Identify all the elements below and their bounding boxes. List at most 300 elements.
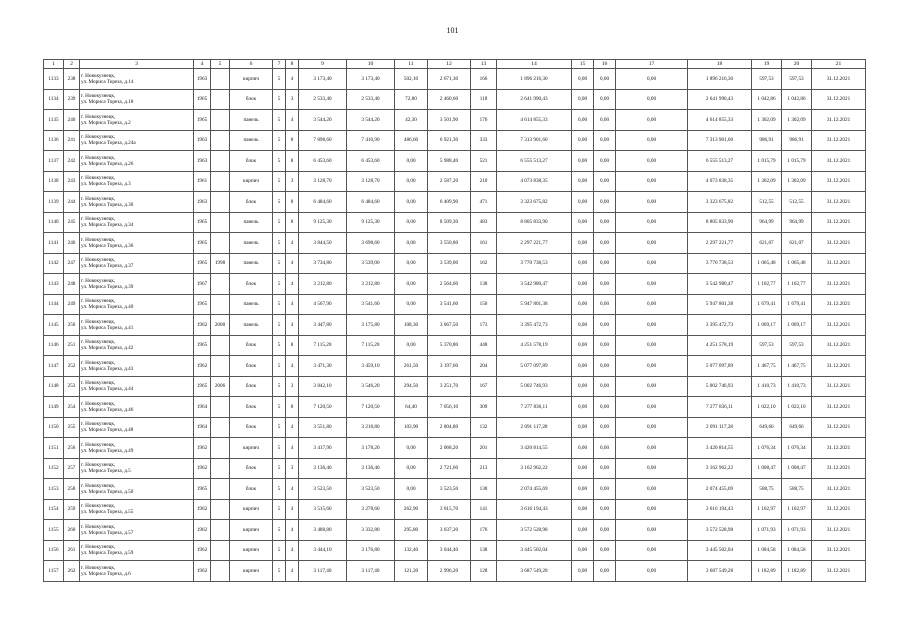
table-cell: 8: [286, 335, 299, 356]
table-cell: 0,00: [616, 499, 688, 520]
table-cell: [211, 212, 230, 233]
table-cell: [211, 294, 230, 315]
table-cell: 3 037,20: [428, 520, 471, 541]
table-cell: кирпич: [230, 561, 273, 582]
table-cell: 4 073 838,35: [497, 171, 572, 192]
table-cell: 3 523,50: [299, 479, 347, 500]
table-cell: 1137: [44, 151, 64, 172]
table-cell: 3 178,20: [347, 438, 395, 459]
table-cell: 5: [273, 356, 286, 377]
table-cell: 31.12.2021: [812, 356, 866, 377]
table-cell: 649,66: [782, 417, 812, 438]
table-cell: 8: [286, 212, 299, 233]
table-cell: 5 947 801,38: [497, 294, 572, 315]
address-cell: г. Новокузнецк, ул. Мориса Тореза, д.6: [80, 561, 194, 582]
table-cell: 3 550,80: [428, 233, 471, 254]
table-cell: 1147: [44, 356, 64, 377]
table-cell: 3 162 962,22: [497, 458, 572, 479]
table-cell: 8: [286, 130, 299, 151]
table-cell: 0,00: [594, 335, 616, 356]
table-cell: 1157: [44, 561, 64, 582]
table-cell: 3 128,70: [347, 171, 395, 192]
table-cell: 0,00: [572, 458, 594, 479]
table-cell: 3 323 675,82: [688, 192, 752, 213]
table-cell: 3 044,40: [428, 540, 471, 561]
table-row: [44, 274, 866, 295]
table-cell: 8 805 833,90: [497, 212, 572, 233]
table-cell: 471: [471, 192, 497, 213]
table-row: [44, 233, 866, 254]
table-cell: 247: [64, 253, 80, 274]
table-cell: 0,00: [572, 294, 594, 315]
table-cell: 1156: [44, 540, 64, 561]
table-cell: 1 679,41: [782, 294, 812, 315]
table-cell: 3 117,40: [347, 561, 395, 582]
table-cell: 1 679,41: [752, 294, 782, 315]
column-number: 8: [286, 60, 299, 69]
table-cell: 3 501,90: [428, 110, 471, 131]
table-cell: 8 805 833,90: [688, 212, 752, 233]
table-cell: 3 173,40: [347, 69, 395, 90]
column-number: 4: [194, 60, 211, 69]
table-cell: 1965: [194, 479, 211, 500]
table-cell: блок: [230, 458, 273, 479]
table-cell: 3 539,00: [428, 253, 471, 274]
table-cell: 1148: [44, 376, 64, 397]
table-cell: 0,00: [616, 294, 688, 315]
table-cell: 0,00: [572, 192, 594, 213]
table-cell: 1965: [194, 110, 211, 131]
table-cell: 1138: [44, 171, 64, 192]
table-cell: 5: [273, 151, 286, 172]
table-cell: 3 542 980,47: [497, 274, 572, 295]
table-cell: 5: [273, 417, 286, 438]
table-cell: 0,00: [395, 479, 428, 500]
table-cell: блок: [230, 151, 273, 172]
table-row: [44, 397, 866, 418]
table-cell: 0,00: [572, 561, 594, 582]
table-cell: 1 410,73: [752, 376, 782, 397]
column-number: 10: [347, 60, 395, 69]
table-cell: 240: [64, 110, 80, 131]
table-cell: 2 671,30: [428, 69, 471, 90]
table-cell: 31.12.2021: [812, 192, 866, 213]
table-cell: 6 921,30: [428, 130, 471, 151]
table-cell: 8: [286, 151, 299, 172]
table-cell: 3 251,70: [428, 376, 471, 397]
table-cell: 0,00: [594, 397, 616, 418]
table-cell: 0,00: [616, 315, 688, 336]
table-cell: 2 721,60: [428, 458, 471, 479]
table-cell: 4: [286, 499, 299, 520]
table-cell: 5 988,40: [428, 151, 471, 172]
column-number: 21: [812, 60, 866, 69]
table-cell: 3 447,80: [299, 315, 347, 336]
table-cell: 3 544,20: [299, 110, 347, 131]
table-cell: 4 614 855,33: [497, 110, 572, 131]
table-cell: 1146: [44, 335, 64, 356]
table-cell: 7 120,50: [347, 397, 395, 418]
table-cell: 3 770 738,53: [688, 253, 752, 274]
table-cell: 1962: [194, 458, 211, 479]
table-cell: 3 546,20: [347, 376, 395, 397]
table-cell: 1967: [194, 274, 211, 295]
table-cell: 132,40: [395, 540, 428, 561]
table-cell: 0,00: [395, 171, 428, 192]
table-cell: 6 555 513,27: [688, 151, 752, 172]
table-cell: 0,00: [594, 130, 616, 151]
address-cell: г. Новокузнецк, ул. Мориса Тореза, д.42: [80, 335, 194, 356]
table-cell: 3 218,80: [347, 417, 395, 438]
table-cell: 259: [64, 499, 80, 520]
table-cell: 0,00: [395, 274, 428, 295]
table-cell: 0,00: [594, 110, 616, 131]
table-cell: 31.12.2021: [812, 274, 866, 295]
table-cell: 246: [64, 233, 80, 254]
table-cell: [211, 335, 230, 356]
table-cell: 7 115,20: [347, 335, 395, 356]
table-cell: 0,00: [594, 561, 616, 582]
table-cell: панель: [230, 212, 273, 233]
address-cell: г. Новокузнецк, ул. Мориса Тореза, д.44: [80, 376, 194, 397]
address-cell: г. Новокузнецк, ул. Мориса Тореза, д.24а: [80, 130, 194, 151]
table-cell: 31.12.2021: [812, 561, 866, 582]
table-cell: 1 084,58: [782, 540, 812, 561]
table-cell: 1963: [194, 192, 211, 213]
table-cell: 5: [273, 315, 286, 336]
table-cell: 1965: [194, 253, 211, 274]
table-cell: 3 067,50: [428, 315, 471, 336]
table-cell: 0,00: [616, 89, 688, 110]
table-cell: 3 136,40: [299, 458, 347, 479]
table-cell: 3 417,90: [299, 438, 347, 459]
table-cell: 8: [286, 397, 299, 418]
table-cell: 31.12.2021: [812, 89, 866, 110]
table-cell: 0,00: [616, 151, 688, 172]
table-row: [44, 417, 866, 438]
table-cell: 309: [471, 397, 497, 418]
table-cell: 3 117,40: [299, 561, 347, 582]
table-cell: 0,00: [594, 520, 616, 541]
table-cell: [211, 69, 230, 90]
table-cell: 8: [286, 192, 299, 213]
table-cell: 0,00: [594, 171, 616, 192]
table-cell: 0,00: [616, 233, 688, 254]
table-cell: 2 533,40: [347, 89, 395, 110]
table-row: [44, 520, 866, 541]
table-cell: 5: [273, 212, 286, 233]
table-cell: 1153: [44, 479, 64, 500]
table-cell: 0,00: [572, 376, 594, 397]
table-cell: 3 523,50: [428, 479, 471, 500]
table-row: [44, 376, 866, 397]
table-cell: 3 278,60: [347, 499, 395, 520]
column-number: 16: [594, 60, 616, 69]
table-cell: 5: [273, 335, 286, 356]
table-cell: 486,60: [395, 130, 428, 151]
table-cell: 1 071,93: [782, 520, 812, 541]
table-cell: [211, 417, 230, 438]
table-cell: 5: [273, 192, 286, 213]
table-cell: 2006: [211, 376, 230, 397]
table-cell: 0,00: [594, 458, 616, 479]
table-cell: 0,00: [616, 520, 688, 541]
table-cell: 0,00: [395, 335, 428, 356]
table-cell: 3 616 194,43: [688, 499, 752, 520]
table-cell: 1962: [194, 356, 211, 377]
table-cell: 5: [273, 171, 286, 192]
table-cell: 1961: [194, 171, 211, 192]
table-cell: 7 313 901,60: [688, 130, 752, 151]
table-cell: 4 567,90: [299, 294, 347, 315]
table-cell: 31.12.2021: [812, 458, 866, 479]
table-cell: 2 587,20: [428, 171, 471, 192]
table-row: [44, 479, 866, 500]
column-number: 15: [572, 60, 594, 69]
table-cell: блок: [230, 335, 273, 356]
table-row: [44, 499, 866, 520]
table-cell: 333: [471, 130, 497, 151]
table-cell: 1962: [194, 438, 211, 459]
table-cell: 0,00: [616, 417, 688, 438]
table-cell: 3 544,20: [347, 110, 395, 131]
table-cell: 4 614 855,33: [688, 110, 752, 131]
table-cell: 3 175,80: [347, 315, 395, 336]
table-cell: 31.12.2021: [812, 69, 866, 90]
table-cell: 1964: [194, 417, 211, 438]
table-cell: 0,00: [572, 171, 594, 192]
table-cell: 1962: [194, 520, 211, 541]
table-cell: 31.12.2021: [812, 438, 866, 459]
table-cell: 5 077 097,89: [688, 356, 752, 377]
table-cell: 1 076,34: [752, 438, 782, 459]
table-cell: панель: [230, 110, 273, 131]
table-cell: 512,55: [752, 192, 782, 213]
table-row: [44, 540, 866, 561]
table-cell: 3 212,80: [299, 274, 347, 295]
table-cell: 0,00: [594, 376, 616, 397]
table-cell: 649,66: [752, 417, 782, 438]
table-cell: 964,99: [752, 212, 782, 233]
address-cell: г. Новокузнецк, ул. Мориса Тореза, д.49: [80, 438, 194, 459]
table-cell: 1 069,17: [752, 315, 782, 336]
table-cell: кирпич: [230, 69, 273, 90]
table-cell: 1 102,77: [752, 274, 782, 295]
table-cell: 242: [64, 151, 80, 172]
table-cell: 176: [471, 110, 497, 131]
table-cell: 1 069,17: [782, 315, 812, 336]
table-cell: 5: [273, 458, 286, 479]
address-cell: г. Новокузнецк, ул. Мориса Тореза, д.55: [80, 499, 194, 520]
table-cell: блок: [230, 356, 273, 377]
table-cell: 245: [64, 212, 80, 233]
table-cell: 1140: [44, 212, 64, 233]
table-cell: 210: [471, 171, 497, 192]
column-number: 5: [211, 60, 230, 69]
table-cell: 0,00: [594, 233, 616, 254]
table-cell: 257: [64, 458, 80, 479]
table-cell: 261: [64, 540, 80, 561]
table-cell: 5 947 801,38: [688, 294, 752, 315]
table-cell: 2 533,40: [299, 89, 347, 110]
table-cell: 3 471,30: [299, 356, 347, 377]
column-number: 20: [782, 60, 812, 69]
table-cell: блок: [230, 397, 273, 418]
table-cell: 5: [273, 561, 286, 582]
table-cell: 4: [286, 294, 299, 315]
table-cell: 0,00: [616, 561, 688, 582]
table-cell: 1962: [194, 315, 211, 336]
table-cell: 597,53: [752, 69, 782, 90]
table-cell: 2 460,60: [428, 89, 471, 110]
table-cell: 1 182,89: [752, 561, 782, 582]
table-cell: 4: [286, 274, 299, 295]
table-cell: 4: [286, 356, 299, 377]
table-cell: 2 641 990,43: [688, 89, 752, 110]
table-cell: 0,00: [594, 151, 616, 172]
housing-register-table: [43, 59, 866, 582]
table-cell: 1151: [44, 438, 64, 459]
table-row: [44, 315, 866, 336]
table-cell: 5 370,80: [428, 335, 471, 356]
table-cell: 31.12.2021: [812, 479, 866, 500]
table-cell: 0,00: [616, 69, 688, 90]
table-cell: 7 277 836,11: [688, 397, 752, 418]
table-cell: 3 323 675,82: [497, 192, 572, 213]
table-cell: 1 302,09: [782, 171, 812, 192]
table-cell: 31.12.2021: [812, 520, 866, 541]
table-cell: 0,00: [616, 192, 688, 213]
table-cell: 2000: [211, 315, 230, 336]
table-cell: 31.12.2021: [812, 110, 866, 131]
table-cell: 1965: [194, 89, 211, 110]
table-cell: 4: [286, 479, 299, 500]
table-cell: 3: [286, 171, 299, 192]
table-cell: 3 734,80: [299, 253, 347, 274]
table-cell: 0,00: [594, 479, 616, 500]
table-cell: 239: [64, 89, 80, 110]
table-cell: 0,00: [395, 151, 428, 172]
table-cell: 986,91: [782, 130, 812, 151]
table-cell: 1962: [194, 499, 211, 520]
table-cell: 4: [286, 253, 299, 274]
table-cell: 1998: [211, 253, 230, 274]
table-cell: 0,00: [572, 130, 594, 151]
table-cell: [211, 397, 230, 418]
table-row: [44, 212, 866, 233]
table-cell: 1965: [194, 294, 211, 315]
table-cell: 1 015,79: [782, 151, 812, 172]
table-cell: 1133: [44, 69, 64, 90]
table-cell: 1 042,86: [782, 89, 812, 110]
table-cell: 0,00: [395, 458, 428, 479]
table-cell: 621,07: [752, 233, 782, 254]
table-cell: 0,00: [572, 438, 594, 459]
table-cell: 31.12.2021: [812, 151, 866, 172]
table-cell: панель: [230, 315, 273, 336]
table-cell: 2 297 221,77: [497, 233, 572, 254]
table-cell: 3 420 814,55: [688, 438, 752, 459]
table-row: [44, 110, 866, 131]
table-cell: 5: [273, 438, 286, 459]
table-cell: 521: [471, 151, 497, 172]
address-cell: г. Новокузнецк, ул. Мориса Тореза, д.2: [80, 110, 194, 131]
table-cell: блок: [230, 89, 273, 110]
table-cell: 3 515,60: [299, 499, 347, 520]
table-cell: 121,20: [395, 561, 428, 582]
table-cell: 4 251 578,19: [497, 335, 572, 356]
table-row: [44, 356, 866, 377]
table-cell: 0,00: [572, 233, 594, 254]
table-cell: 1 022,10: [752, 397, 782, 418]
table-cell: 3 395 472,73: [688, 315, 752, 336]
table-cell: 0,00: [395, 438, 428, 459]
table-cell: 5 002 746,93: [688, 376, 752, 397]
table-cell: 0,00: [395, 233, 428, 254]
table-cell: 1 084,58: [752, 540, 782, 561]
table-cell: 2 091 117,28: [497, 417, 572, 438]
table-cell: блок: [230, 376, 273, 397]
table-cell: 5: [273, 520, 286, 541]
table-cell: [211, 520, 230, 541]
table-cell: 1 467,75: [782, 356, 812, 377]
table-cell: 0,00: [572, 110, 594, 131]
table-cell: 0,00: [572, 274, 594, 295]
table-cell: 5: [273, 294, 286, 315]
table-cell: 0,00: [572, 520, 594, 541]
table-cell: 1 008,47: [782, 458, 812, 479]
table-cell: 238: [64, 69, 80, 90]
table-cell: 964,99: [782, 212, 812, 233]
table-cell: кирпич: [230, 499, 273, 520]
table-cell: 0,00: [616, 335, 688, 356]
table-cell: 1149: [44, 397, 64, 418]
address-cell: г. Новокузнецк, ул. Мориса Тореза, д.57: [80, 520, 194, 541]
table-cell: 0,00: [572, 253, 594, 274]
table-cell: 31.12.2021: [812, 540, 866, 561]
table-cell: 262,90: [395, 499, 428, 520]
table-cell: 1145: [44, 315, 64, 336]
table-cell: 1134: [44, 89, 64, 110]
table-cell: 4: [286, 561, 299, 582]
table-cell: 2 074 455,69: [688, 479, 752, 500]
table-cell: 3 541,60: [347, 294, 395, 315]
table-cell: 0,00: [572, 212, 594, 233]
table-cell: 241: [64, 130, 80, 151]
column-number: 1: [44, 60, 64, 69]
table-cell: 6 484,60: [347, 192, 395, 213]
table-cell: 1 008,47: [752, 458, 782, 479]
table-cell: 42,30: [395, 110, 428, 131]
table-cell: 0,00: [594, 356, 616, 377]
table-cell: 0,00: [395, 253, 428, 274]
table-cell: 448: [471, 335, 497, 356]
table-cell: 3 541,60: [428, 294, 471, 315]
table-cell: 294,50: [395, 376, 428, 397]
table-cell: 6 453,60: [347, 151, 395, 172]
table-cell: 261,50: [395, 356, 428, 377]
column-number: 18: [688, 60, 752, 69]
table-cell: 1141: [44, 233, 64, 254]
table-cell: 6 453,60: [299, 151, 347, 172]
table-cell: 1 015,79: [752, 151, 782, 172]
table-cell: 1965: [194, 212, 211, 233]
table-cell: 5: [273, 479, 286, 500]
table-cell: 5: [273, 499, 286, 520]
table-cell: 3 128,70: [299, 171, 347, 192]
table-cell: 1 102,97: [752, 499, 782, 520]
table-row: [44, 438, 866, 459]
